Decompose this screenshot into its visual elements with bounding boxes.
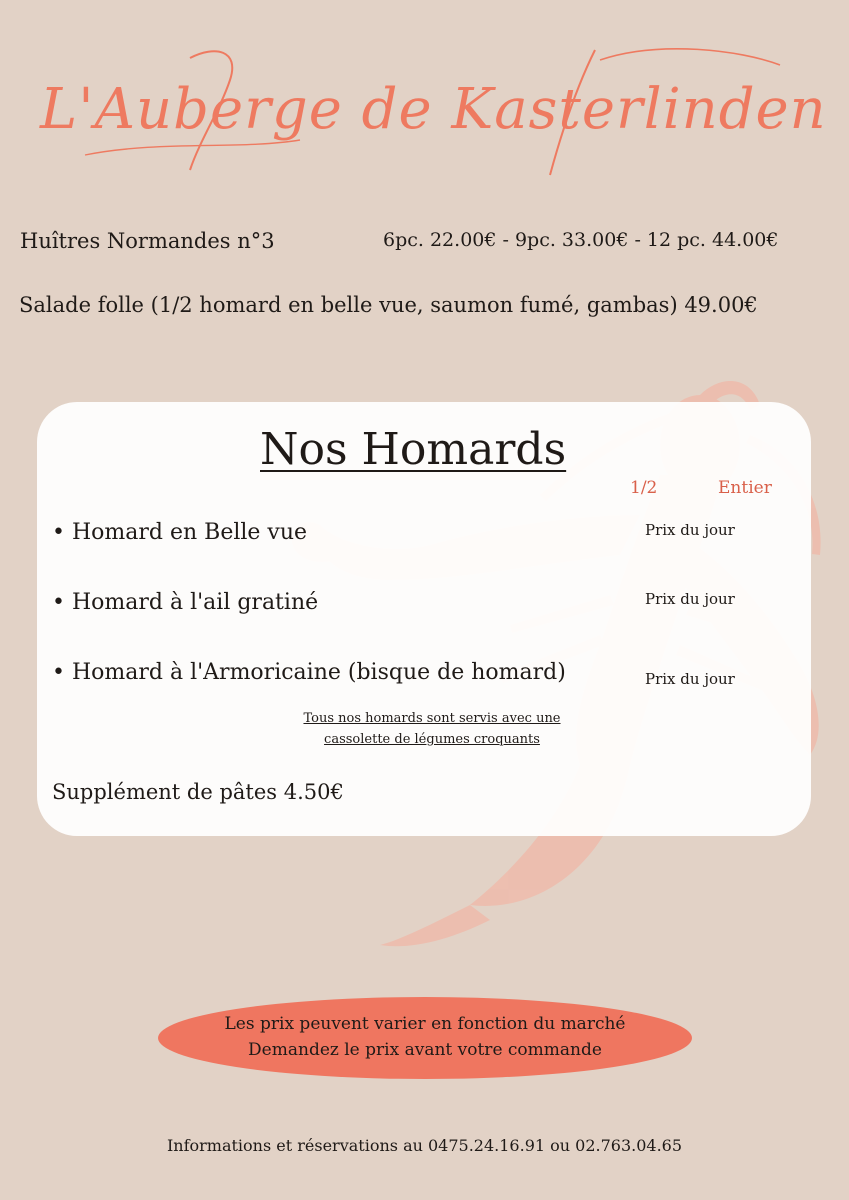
banner-line1: Les prix peuvent varier en fonction du marché xyxy=(224,1014,626,1034)
salade-folle: Salade folle (1/2 homard en belle vue, saumon fumé, gambas) 49.00€ xyxy=(19,293,758,317)
huitres-name: Huîtres Normandes n°3 xyxy=(20,229,275,253)
supplement-pates: Supplément de pâtes 4.50€ xyxy=(52,780,344,804)
banner-line2: Demandez le prix avant votre commande xyxy=(248,1040,602,1060)
logo-text: L'Auberge de Kasterlinden xyxy=(40,77,827,142)
homard-item-price: Prix du jour xyxy=(645,590,735,608)
homards-note-line1: Tous nos homards sont servis avec une xyxy=(303,711,561,726)
column-half-label: 1/2 xyxy=(630,478,658,498)
logo-flourish xyxy=(40,40,810,180)
restaurant-logo xyxy=(40,40,827,180)
homard-item-name: • Homard en Belle vue xyxy=(52,520,308,545)
homards-title: Nos Homards xyxy=(260,424,567,475)
homard-item-name: • Homard à l'ail gratiné xyxy=(52,590,319,615)
homard-item-price: Prix du jour xyxy=(645,670,735,688)
huitres-prices: 6pc. 22.00€ - 9pc. 33.00€ - 12 pc. 44.00€ xyxy=(383,229,779,251)
homard-item-name: • Homard à l'Armoricaine (bisque de homard) xyxy=(52,660,566,685)
homards-note-line2: cassolette de légumes croquants xyxy=(324,732,540,747)
price-notice-banner xyxy=(158,997,692,1079)
contact-info: Informations et réservations au 0475.24.16.91 ou 02.763.04.65 xyxy=(166,1136,683,1155)
homards-note xyxy=(262,708,602,750)
column-whole-label: Entier xyxy=(718,478,772,498)
homard-item-price: Prix du jour xyxy=(645,521,735,539)
